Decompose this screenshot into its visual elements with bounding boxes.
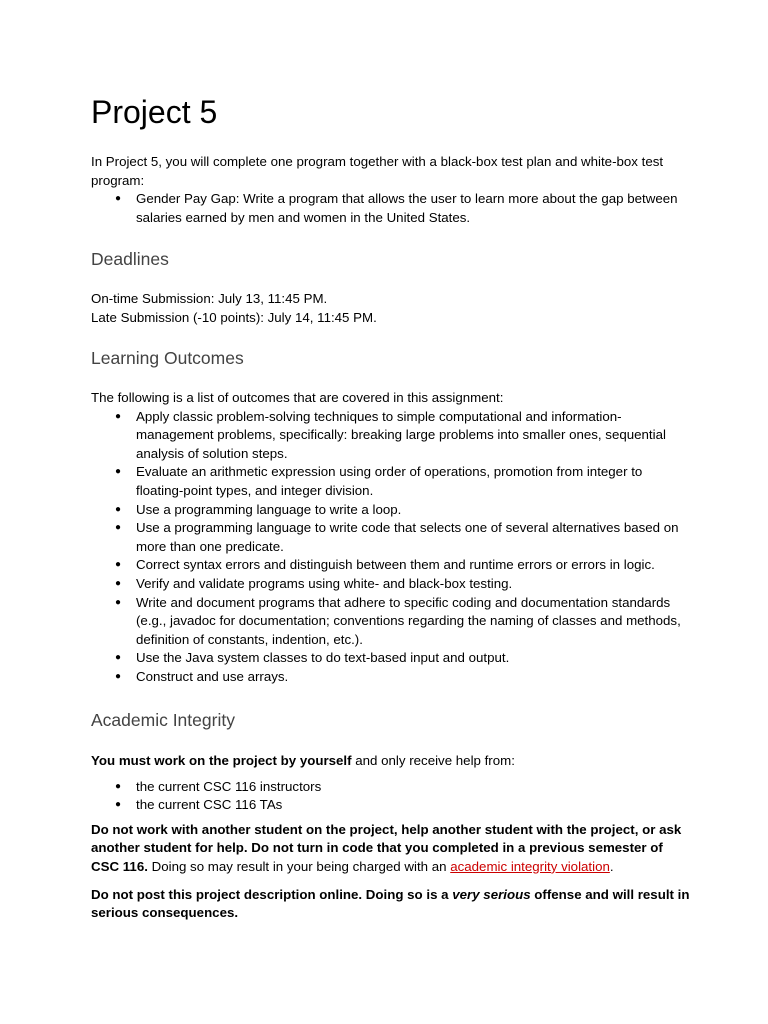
- intro-paragraph: In Project 5, you will complete one program together with a black-box test plan and white-box test program:: [91, 154, 664, 188]
- list-item-text: Use a programming language to write code that selects one of several alternatives based on more than one predicate.: [136, 520, 679, 554]
- list-item-text: the current CSC 116 instructors: [136, 778, 322, 794]
- bullet-icon: ●: [115, 410, 122, 422]
- list-item: [91, 463, 691, 500]
- integrity-lead: [91, 752, 691, 771]
- list-item: [91, 796, 691, 815]
- ontime-deadline: On-time Submission: July 13, 11:45 PM.: [91, 291, 328, 306]
- bullet-icon: ●: [115, 596, 122, 608]
- integrity-final-part1: Do not post this project description online. Doing so is a: [91, 886, 453, 902]
- bullet-icon: ●: [115, 670, 122, 682]
- list-item: [91, 190, 691, 227]
- list-item: [91, 519, 691, 556]
- academic-integrity-heading: Academic Integrity: [91, 710, 235, 730]
- list-item: [91, 668, 691, 687]
- list-item: [91, 649, 691, 668]
- deadlines-heading: Deadlines: [91, 249, 169, 269]
- bullet-icon: ●: [115, 522, 122, 534]
- list-item-text: Apply classic problem-solving techniques to simple computational and information-management problems, specifically: breaking large problems into smaller ones, sequential analysis of solution steps.: [136, 408, 666, 461]
- integrity-final-italic: very serious: [452, 886, 531, 902]
- integrity-lead-bold: You must work on the project by yourself: [91, 753, 352, 768]
- deadlines-section: [91, 290, 691, 327]
- academic-integrity-section: [91, 752, 691, 923]
- list-item: [91, 575, 691, 594]
- integrity-warning: [91, 821, 691, 877]
- list-item: [91, 501, 691, 520]
- late-deadline: Late Submission (-10 points): July 14, 11:45 PM.: [91, 309, 377, 325]
- list-item-text: Construct and use arrays.: [136, 668, 289, 684]
- outcomes-list: [91, 408, 691, 687]
- list-item: [91, 556, 691, 575]
- bullet-icon: ●: [115, 780, 122, 792]
- list-item-text: Verify and validate programs using white- and black-box testing.: [136, 575, 513, 591]
- bullet-icon: ●: [115, 652, 122, 664]
- list-item: [91, 594, 691, 650]
- learning-outcomes-section: [91, 389, 691, 687]
- integrity-warning-bold: Do not work with another student on the project, help another student with the project, or ask another student for help. Do not turn in code that you completed in a previous semester of CSC 116.: [91, 821, 682, 874]
- academic-integrity-violation-link[interactable]: academic integrity violation: [450, 858, 610, 874]
- list-item-text: Use a programming language to write a loop.: [136, 501, 402, 517]
- learning-outcomes-heading: Learning Outcomes: [91, 348, 244, 368]
- integrity-final: [91, 886, 691, 923]
- integrity-final-part2: offense and will result in serious consequences.: [91, 886, 690, 921]
- list-item: [91, 408, 691, 464]
- integrity-warning-period: .: [609, 858, 614, 874]
- list-item: [91, 778, 691, 797]
- list-item-text: Write and document programs that adhere to specific coding and documentation standards (e.g., javadoc for documentation; conventions regarding the naming of classes and methods, definition of constants, indention, etc.).: [136, 594, 681, 647]
- intro-section: [91, 153, 691, 227]
- bullet-icon: ●: [115, 466, 122, 478]
- integrity-warning-rest: Doing so may result in your being charged with an: [147, 858, 451, 874]
- intro-list: [91, 190, 691, 227]
- list-item-text: Gender Pay Gap: Write a program that allows the user to learn more about the gap between salaries earned by men and women in the United States.: [136, 191, 678, 225]
- list-item-text: Evaluate an arithmetic expression using order of operations, promotion from integer to floating-point types, and integer division.: [136, 464, 643, 498]
- bullet-icon: ●: [115, 577, 122, 589]
- list-item-text: the current CSC 116 TAs: [136, 797, 283, 813]
- bullet-icon: ●: [115, 503, 122, 515]
- outcomes-intro: The following is a list of outcomes that are covered in this assignment:: [91, 390, 504, 405]
- list-item-text: Use the Java system classes to do text-based input and output.: [136, 650, 510, 666]
- integrity-lead-rest: and only receive help from:: [351, 753, 515, 768]
- bullet-icon: ●: [115, 559, 122, 571]
- helpers-list: [91, 778, 691, 815]
- page-title: Project 5: [91, 94, 218, 130]
- bullet-icon: ●: [115, 193, 122, 205]
- list-item-text: Correct syntax errors and distinguish between them and runtime errors or errors in logic.: [136, 557, 655, 573]
- bullet-icon: ●: [115, 799, 122, 811]
